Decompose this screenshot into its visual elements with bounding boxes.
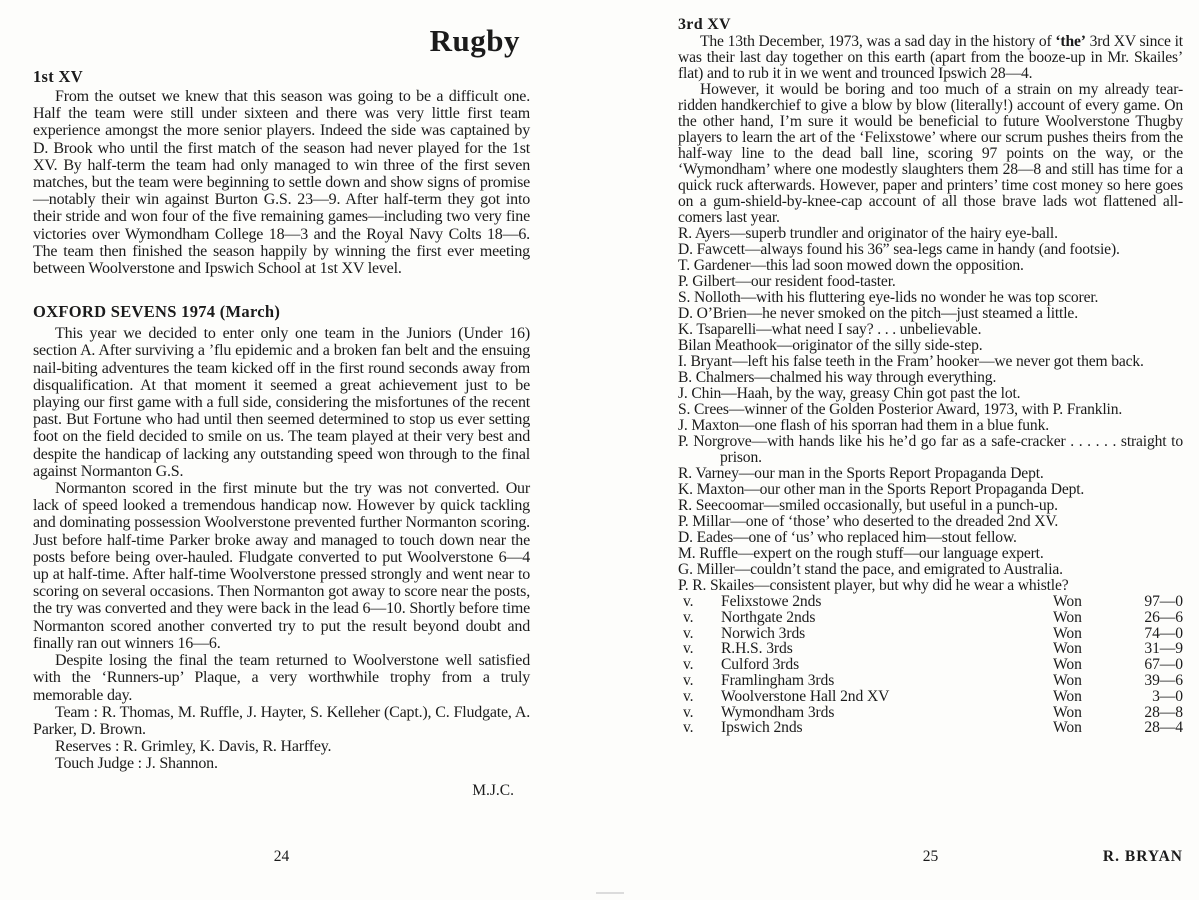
player-entry: I. Bryant—left his false teeth in the Fram’ hooker—we never got them back. bbox=[678, 353, 1144, 370]
left-page-column bbox=[33, 24, 530, 800]
result-row bbox=[678, 626, 1183, 642]
player-entry: P. Gilbert—our resident food-taster. bbox=[678, 273, 896, 290]
match-results-table bbox=[678, 594, 1183, 736]
page-title: Rugby bbox=[429, 23, 520, 58]
versus-marker: v. bbox=[683, 608, 694, 626]
versus-marker: v. bbox=[683, 703, 694, 721]
player-entry: K. Tsaparelli—what need I say? . . . unbelievable. bbox=[678, 321, 982, 338]
section-heading-1st-xv: 1st XV bbox=[33, 67, 83, 86]
paragraph: However, it would be boring and too much of a strain on my already tear-ridden handkerchief to give a blow by blow (literally!) account of every game. On the other hand, I’m sure it would be beneficial to future Woolverstone Thugby players to learn the art of the ‘Felixstowe’ where our scrum pushes theirs from the half-way line to the dead ball line, scoring 97 points on the way, or the ‘Wymondham’ where one modestly slaughters them 28—8 and still has time for a quick ruck afterwards. However, paper and printers’ time cost money so here goes on a gum-shield-by-knee-cap account of all those brave lads wot flattened all-comers last year. bbox=[678, 81, 1183, 226]
versus-marker: v. bbox=[683, 656, 694, 674]
match-outcome: Won bbox=[1053, 640, 1082, 658]
match-score: 39—6 bbox=[1144, 671, 1183, 689]
match-outcome: Won bbox=[1053, 656, 1082, 674]
result-row bbox=[678, 720, 1183, 736]
player-entry: S. Nolloth—with his fluttering eye-lids no wonder he was top scorer. bbox=[678, 289, 1099, 306]
player-entry: J. Maxton—one flash of his sporran had them in a blue funk. bbox=[678, 417, 1049, 434]
match-score: 74—0 bbox=[1144, 624, 1183, 642]
intro-text-post: 3rd XV since it was their last day together on this earth (apart from the booze-up in Mr. Skailes’ flat) and to rub it in we went and trounced Ipswich 28—4. bbox=[678, 33, 1183, 82]
result-row bbox=[678, 641, 1183, 657]
versus-marker: v. bbox=[683, 624, 694, 642]
match-score: 97—0 bbox=[1144, 593, 1183, 610]
player-entry: B. Chalmers—chalmed his way through everything. bbox=[678, 369, 997, 386]
paragraph: This year we decided to enter only one team in the Juniors (Under 16) section A. After surviving a ’flu epidemic and a broken fan belt and the ensuing nail-biting adventures the team kicked off in the first round seconds away from disqualification. At that moment it seemed a great achievement just to be playing our first game with a full side, considering the misfortunes of the recent past. But Fortune who had until then seemed determined to stop us ever setting foot on the field decided to smile on us. The team played at their very best and despite the handicap of lacking any outstanding speed won through to the final against Normanton G.S. bbox=[33, 325, 530, 480]
section-heading-3rd-xv: 3rd XV bbox=[678, 16, 731, 33]
right-page-footer bbox=[678, 848, 1183, 866]
player-entry: T. Gardener—this lad soon mowed down the opposition. bbox=[678, 257, 1024, 274]
match-score: 26—6 bbox=[1144, 608, 1183, 626]
section-1st-xv bbox=[33, 68, 530, 277]
intro-text-pre: The 13th December, 1973, was a sad day in the history of bbox=[700, 33, 1056, 50]
match-outcome: Won bbox=[1053, 624, 1082, 642]
opponent-name: Framlingham 3rds bbox=[721, 671, 835, 689]
match-score: 28—8 bbox=[1144, 703, 1183, 721]
result-row bbox=[678, 689, 1183, 705]
section-heading-oxford-sevens: OXFORD SEVENS 1974 (March) bbox=[33, 302, 281, 322]
paragraph: From the outset we knew that this season was going to be a difficult one. Half the team were still under sixteen and there was very little first team experience amongst the more senior players. Indeed the side was captained by D. Brook who until the first match of the season had never played for the 1st XV. By half-term the team had only managed to win three of the first seven matches, but the team were beginning to settle down and show signs of promise—notably their win against Burton G.S. 23—9. After half-term they got into their stride and won four of the five remaining games—including two very fine victories over Wymondham College 18—3 and the Royal Navy Colts 18—6. The team then finished the season happily by winning the first ever meeting between Woolverstone and Ipswich School at 1st XV level. bbox=[33, 88, 530, 278]
player-commentary-list bbox=[678, 226, 1183, 594]
scan-artifact-line bbox=[596, 892, 624, 894]
versus-marker: v. bbox=[683, 719, 694, 737]
result-row bbox=[678, 657, 1183, 673]
page-number-24: 24 bbox=[273, 848, 290, 865]
versus-marker: v. bbox=[683, 687, 694, 705]
player-entry: M. Ruffle—expert on the rough stuff—our language expert. bbox=[678, 545, 1044, 562]
section-oxford-sevens bbox=[33, 303, 530, 772]
player-entry: P. Millar—one of ‘those’ who deserted to the dreaded 2nd XV. bbox=[678, 513, 1059, 530]
match-score: 67—0 bbox=[1144, 656, 1183, 674]
opponent-name: Felixstowe 2nds bbox=[721, 593, 822, 610]
opponent-name: Norwich 3rds bbox=[721, 624, 806, 642]
player-entry: P. R. Skailes—consistent player, but why did he wear a whistle? bbox=[678, 577, 1069, 594]
match-score: 3—0 bbox=[1152, 687, 1183, 705]
result-row bbox=[678, 673, 1183, 689]
player-entry: J. Chin—Haah, by the way, greasy Chin got past the lot. bbox=[678, 385, 1021, 402]
opponent-name: Culford 3rds bbox=[721, 656, 800, 674]
paragraph: Despite losing the final the team returned to Woolverstone well satisfied with the ‘Runners-up’ Plaque, a very worthwhile trophy from a truly memorable day. bbox=[33, 652, 530, 704]
player-entry: D. Fawcett—always found his 36” sea-legs came in handy (and footsie). bbox=[678, 241, 1120, 258]
opponent-name: Ipswich 2nds bbox=[721, 719, 803, 737]
match-outcome: Won bbox=[1053, 703, 1082, 721]
intro-text-bold: ‘the’ bbox=[1055, 33, 1086, 50]
team-line: Team : R. Thomas, M. Ruffle, J. Hayter, S. Kelleher (Capt.), C. Fludgate, A. Parker, D. Brown. bbox=[33, 703, 530, 738]
player-entry: S. Crees—winner of the Golden Posterior Award, 1973, with P. Franklin. bbox=[678, 401, 1123, 418]
match-score: 31—9 bbox=[1144, 640, 1183, 658]
versus-marker: v. bbox=[683, 593, 694, 610]
section-divider-space bbox=[33, 277, 530, 303]
versus-marker: v. bbox=[683, 640, 694, 658]
player-entry: K. Maxton—our other man in the Sports Report Propaganda Dept. bbox=[678, 481, 1085, 498]
player-entry: Bilan Meathook—originator of the silly side-step. bbox=[678, 337, 983, 354]
player-entry: D. O’Brien—he never smoked on the pitch—just steamed a little. bbox=[678, 305, 1078, 322]
author-signature: R. BRYAN bbox=[1102, 848, 1183, 865]
player-entry: R. Varney—our man in the Sports Report Propaganda Dept. bbox=[678, 465, 1044, 482]
match-score: 28—4 bbox=[1144, 719, 1183, 737]
player-entry: D. Eades—one of ‘us’ who replaced him—stout fellow. bbox=[678, 529, 1017, 546]
result-row bbox=[678, 705, 1183, 721]
paragraph: Normanton scored in the first minute but the try was not converted. Our lack of speed looked a tremendous handicap now. However by quick tackling and dominating possession Woolverstone prevented further Normanton scoring. Just before half-time Parker broke away and managed to touch down near the posts before being over-hauled. Fludgate converted to put Woolverstone 6—4 up at half-time. After half-time Woolverstone pressed strongly and went near to scoring on several occasions. Then Normanton got away to score near the posts, the try was converted and they were back in the lead 6—10. Shortly before time Normanton scored another converted try to put the result beyond doubt and finally ran out winners 16—6. bbox=[33, 480, 530, 652]
match-outcome: Won bbox=[1053, 608, 1082, 626]
author-initials: M.J.C. bbox=[472, 781, 514, 799]
opponent-name: Wymondham 3rds bbox=[721, 703, 835, 721]
player-entry: P. Norgrove—with hands like his he’d go far as a safe-cracker . . . . . . straight to prison. bbox=[678, 433, 1183, 466]
match-outcome: Won bbox=[1053, 671, 1082, 689]
opponent-name: Northgate 2nds bbox=[721, 608, 816, 626]
match-outcome: Won bbox=[1053, 593, 1082, 610]
reserves-line: Reserves : R. Grimley, K. Davis, R. Harffey. bbox=[55, 738, 332, 756]
player-entry: G. Miller—couldn’t stand the pace, and emigrated to Australia. bbox=[678, 561, 1063, 578]
paragraph bbox=[678, 34, 1183, 82]
result-row bbox=[678, 610, 1183, 626]
page-number-25: 25 bbox=[922, 848, 939, 865]
versus-marker: v. bbox=[683, 671, 694, 689]
player-entry: R. Seecoomar—smiled occasionally, but useful in a punch-up. bbox=[678, 497, 1058, 514]
opponent-name: Woolverstone Hall 2nd XV bbox=[721, 687, 890, 705]
opponent-name: R.H.S. 3rds bbox=[721, 640, 793, 658]
player-entry: R. Ayers—superb trundler and originator of the hairy eye-ball. bbox=[678, 225, 1058, 242]
match-outcome: Won bbox=[1053, 719, 1082, 737]
result-row bbox=[678, 594, 1183, 610]
touch-judge-line: Touch Judge : J. Shannon. bbox=[55, 755, 218, 773]
right-page-column bbox=[678, 16, 1183, 736]
match-outcome: Won bbox=[1053, 687, 1082, 705]
